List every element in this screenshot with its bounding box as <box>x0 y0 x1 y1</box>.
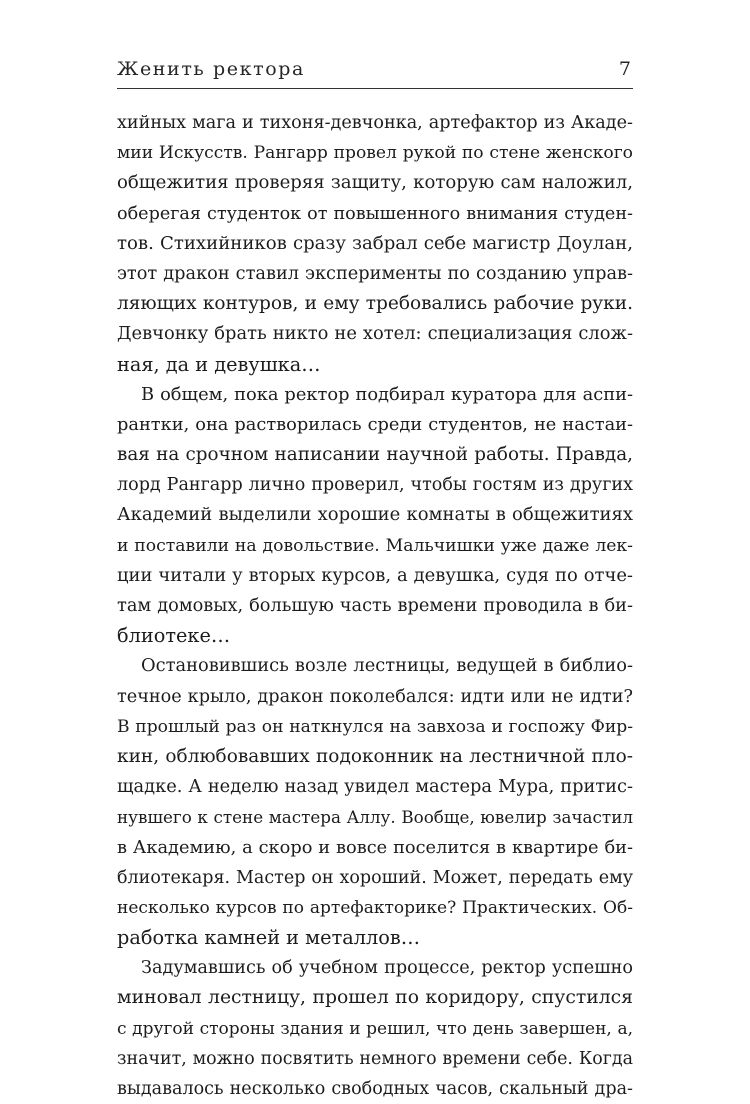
text-line: и поставили на довольствие. Мальчишки уже даже лек- <box>117 535 633 556</box>
running-header <box>117 56 633 88</box>
text-line: мии Искусств. Рангарр провел рукой по стене женского <box>117 143 633 164</box>
text-line-paragraph-end: работка камней и металлов… <box>117 926 420 950</box>
text-line: выдавалось несколько свободных часов, скальный дра- <box>117 1079 633 1099</box>
text-line: Академий выделили хорошие комнаты в общежитиях <box>117 504 633 526</box>
text-line: течное крыло, дракон поколебался: идти или не идти? <box>117 686 633 707</box>
text-line: ции читали у вторых курсов, а девушка, судя по отче- <box>117 564 633 586</box>
text-line: несколько курсов по артефакторике? Практических. Об- <box>117 897 633 918</box>
text-line: вая на срочном написании научной работы. Правда, <box>117 444 633 466</box>
text-line: щадке. А неделю назад увидел мастера Мура, притис- <box>117 776 633 798</box>
text-line: оберегая студенток от повышенного внимания студен- <box>117 203 633 224</box>
text-line: ляющих контуров, и ему требовались рабочие руки. <box>117 293 633 315</box>
text-line: рантки, она растворилась среди студентов, не настаи- <box>117 414 633 435</box>
text-line: в Академию, а скоро и вовсе поселится в квартире би- <box>117 837 633 858</box>
text-line: там домовых, большую часть времени проводила в би- <box>117 596 633 616</box>
text-line: В прошлый раз он наткнулся на завхоза и госпожу Фир- <box>117 716 633 737</box>
text-line-paragraph-start: Остановившись возле лестницы, ведущей в библио- <box>141 655 633 677</box>
text-line-paragraph-start: Задумавшись об учебном процессе, ректор успешно <box>141 958 633 979</box>
book-title: Женить ректора <box>117 58 305 80</box>
text-line: Девчонку брать никто не хотел: специализация слож- <box>117 323 633 345</box>
text-line: нувшего к стене мастера Аллу. Вообще, ювелир зачастил <box>117 807 633 828</box>
page-number: 7 <box>618 58 631 80</box>
text-line: миновал лестницу, прошел по коридору, спустился <box>117 987 633 1009</box>
text-line-paragraph-end: ная, да и девушка… <box>117 352 321 376</box>
text-line: блиотекаря. Мастер он хороший. Может, передать ему <box>117 867 633 888</box>
text-line: кин, облюбовавших подоконник на лестничной пло- <box>117 745 633 767</box>
text-line: этот дракон ставил эксперименты по созданию управ- <box>117 263 633 284</box>
text-line: общежития проверяя защиту, которую сам наложил, <box>117 172 633 194</box>
text-line: с другой стороны здания и решил, что день завершен, а, <box>117 1018 633 1039</box>
text-line-paragraph-start: В общем, пока ректор подбирал куратора для аспи- <box>141 383 633 405</box>
text-line: тов. Стихийников сразу забрал себе магистр Доулан, <box>117 232 633 254</box>
text-line: значит, можно посвятить немного времени себе. Когда <box>117 1048 633 1069</box>
body-text <box>117 108 633 1104</box>
text-line: хийных мага и тихоня-девчонка, артефактор из Акаде- <box>117 113 633 133</box>
text-line-paragraph-end: блиотеке… <box>117 624 231 648</box>
header-rule <box>117 88 633 89</box>
text-line: лорд Рангарр лично проверил, чтобы гостям из других <box>117 475 633 496</box>
